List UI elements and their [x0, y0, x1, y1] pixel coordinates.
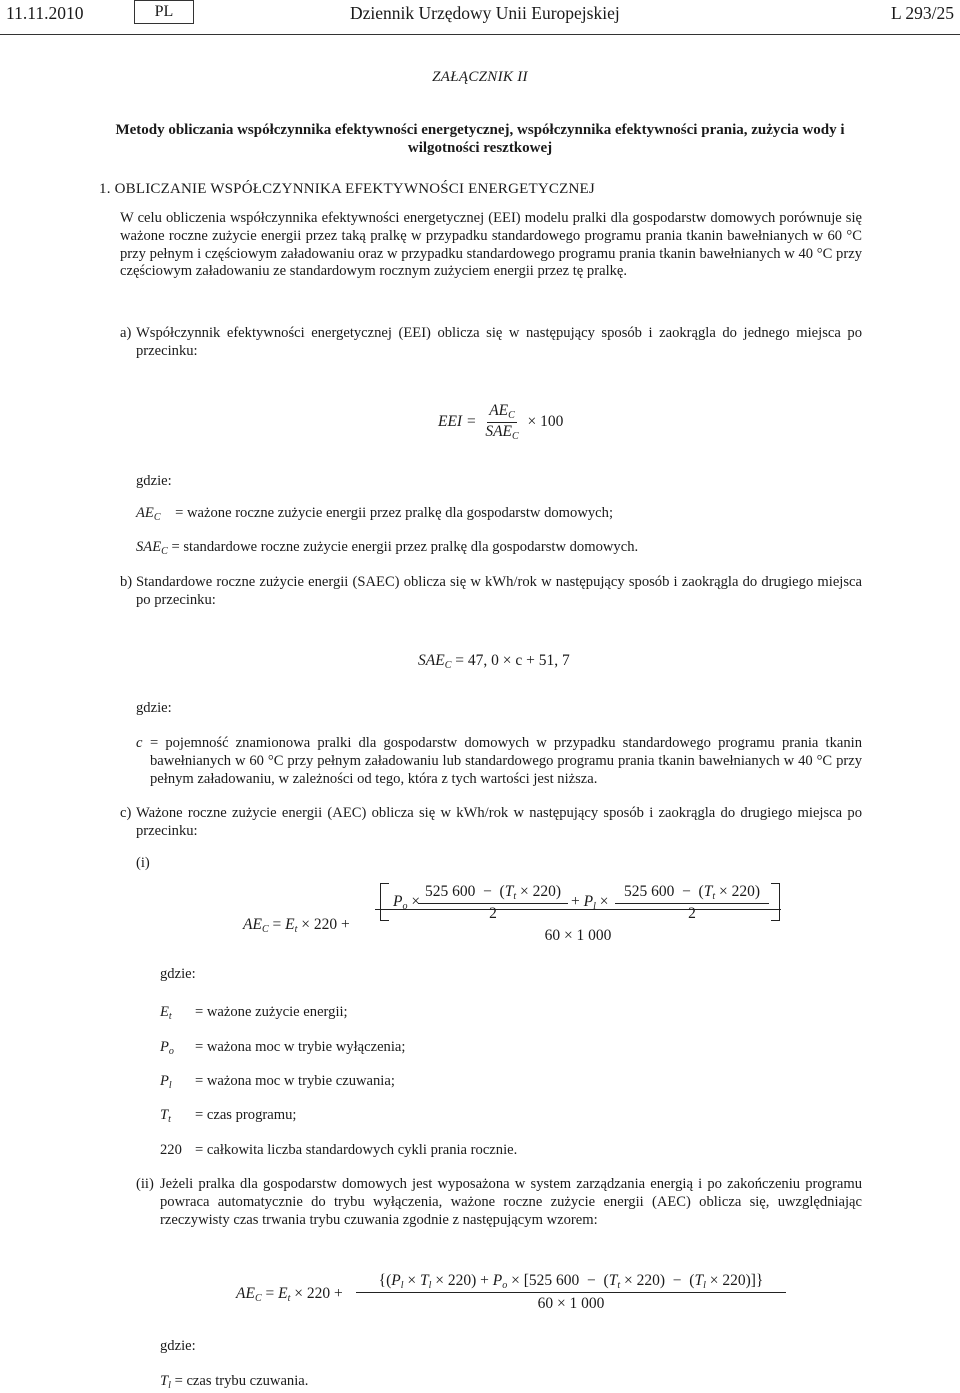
gdzie-b: gdzie:: [136, 700, 172, 716]
subpoint-i-label: (i): [136, 855, 150, 871]
gdzie-a: gdzie:: [136, 473, 172, 489]
right-bracket: [771, 883, 780, 921]
point-c-text: Ważone roczne zużycie energii (AEC) oblicza się w kWh/rok w następujący sposób i zaokrągla do drugiego miejsca po przecinku:: [136, 805, 862, 839]
publication-date: 11.11.2010: [6, 3, 84, 23]
gdzie-c2: gdzie:: [160, 1338, 196, 1354]
def-pl-text: = ważona moc w trybie czuwania;: [195, 1073, 395, 1089]
intro-paragraph: W celu obliczenia współczynnika efektywności energetycznej (EEI) modelu pralki dla gospodarstw domowych porównuje się ważone roczne zużycie energii przez taką pralkę w przypadku standardowego programu prania tkanin bawełnianych w 60 °C przy pełnym i częściowym załadowaniu oraz w przypadku standardowego programu prania tkanin bawełnianych w 40 °C przy częściowym załadowaniu ze standardowym rocznym zużyciem energii przez tę pralkę.: [120, 210, 862, 280]
eei-lhs: EEI =: [438, 413, 477, 431]
eei-multiplier: × 100: [527, 413, 564, 431]
point-b: [120, 574, 862, 614]
language-badge: PL: [134, 0, 194, 24]
annex-heading: ZAŁĄCZNIK II: [432, 69, 528, 85]
subpoint-ii-label: (ii): [136, 1176, 154, 1192]
saec-formula-rhs: = 47, 0 × c + 51, 7: [455, 652, 570, 669]
def-220: 220: [160, 1142, 182, 1158]
page-reference: L 293/25: [890, 3, 954, 23]
point-b-text: Standardowe roczne zużycie energii (SAEC) oblicza się w kWh/rok w następujący sposób i zaokrągla do drugiego miejsca po przecinku:: [136, 574, 862, 608]
def-aec: $AE_C$ = ważone roczne zużycie energii przez pralkę dla gospodarstw domowych;: [136, 505, 614, 523]
def-pl: $P_l$: [160, 1073, 172, 1091]
def-saec: $SAE_C$ = standardowe roczne zużycie energii przez pralkę dla gospodarstw domowych.: [136, 539, 639, 557]
document-title: Metody obliczania współczynnika efektywności energetycznej, współczynnika efektywności prania, zużycia wody i wilgotności resztkowej: [115, 122, 845, 156]
def-220-text: = całkowita liczba standardowych cykli prania rocznie.: [195, 1142, 518, 1158]
def-c: c = pojemność znamionowa pralki dla gospodarstw domowych w przypadku standardowego programu prania tkanin bawełnianych w 60 °C przy pełnym załadowaniu lub standardowego programu prania tkanin bawełnianych w 40 °C przy pełnym załadowaniu, w zależności od tego, która z tych wartości jest niższa.: [136, 735, 862, 787]
subpoint-ii-text: Jeżeli pralka dla gospodarstw domowych jest wyposażona w system zarządzania energią i po zakończeniu programu powraca automatycznie do trybu wyłączenia, ważone roczne zużycie energii (AEC) oblicza się, uwzględniając rzeczywisty czas trwania trybu czuwania zgodnie z następującym wzorem:: [160, 1176, 862, 1228]
journal-title: Dziennik Urzędowy Unii Europejskiej: [350, 3, 620, 23]
eei-formula: [438, 402, 563, 443]
def-tt: $T_t$: [160, 1107, 171, 1125]
def-c-text: = pojemność znamionowa pralki dla gospodarstw domowych w przypadku standardowego programu prania tkanin bawełnianych w 60 °C przy pełnym załadowaniu lub standardowego programu prania tkanin bawełnianych w 40 °C przy pełnym załadowaniu, w zależności od tego, która z tych wartości jest niższa.: [150, 735, 862, 787]
gdzie-c: gdzie:: [160, 966, 196, 982]
point-a: [120, 325, 862, 365]
def-et-text: = ważone zużycie energii;: [195, 1004, 348, 1020]
left-bracket: [380, 883, 389, 921]
def-tl: $T_l$ = czas trybu czuwania.: [160, 1373, 309, 1391]
saec-formula: $SAE_C = 47$, 0 × c + 51, 7: [418, 652, 570, 671]
aec-formula-i: $AE_C = E_t \times 220$ + $P_o$ × 525 $600 - (T_t \times 220)$ 2 + $P_l$ × 525 $600 - (T_t \times 220)$ 2 60 × 1 000: [243, 883, 783, 953]
header-rule: [0, 34, 960, 35]
subpoint-ii: [136, 1176, 862, 1232]
def-saec-text: = standardowe roczne zużycie energii przez pralkę dla gospodarstw domowych.: [171, 539, 639, 555]
eei-denominator: SAE: [485, 423, 512, 440]
section-heading: 1. OBLICZANIE WSPÓŁCZYNNIKA EFEKTYWNOŚCI ENERGETYCZNEJ: [99, 181, 595, 197]
point-b-label: b): [120, 574, 133, 590]
aec-lhs: $AE_C = E_t \times 220$ +: [243, 916, 350, 935]
def-aec-text: = ważone roczne zużycie energii przez pralkę dla gospodarstw domowych;: [175, 505, 614, 521]
point-a-text: Współczynnik efektywności energetycznej (EEI) oblicza się w następujący sposób i zaokrągla do jednego miejsca po przecinku:: [136, 325, 862, 359]
point-c: [120, 805, 862, 845]
point-a-label: a): [120, 325, 132, 341]
def-et: $E_t$: [160, 1004, 172, 1022]
eei-numerator: AE: [489, 402, 509, 419]
point-c-label: c): [120, 805, 132, 821]
def-po-text: = ważona moc w trybie wyłączenia;: [195, 1039, 406, 1055]
eei-fraction: $\frac{AE_C}{SAE_C}$: [485, 402, 519, 442]
def-po: $P_o$: [160, 1039, 174, 1057]
aec-formula-ii: $AE_C = E_t \times 220$ + {$(P_l \times T_l \times 220) + P_o \times [525$ $600 - (T_t \times 220) - (T_l \times 220)$]} 60 × 1 000: [236, 1272, 796, 1322]
def-tt-text: = czas programu;: [195, 1107, 297, 1123]
def-tl-text: = czas trybu czuwania.: [174, 1373, 309, 1389]
